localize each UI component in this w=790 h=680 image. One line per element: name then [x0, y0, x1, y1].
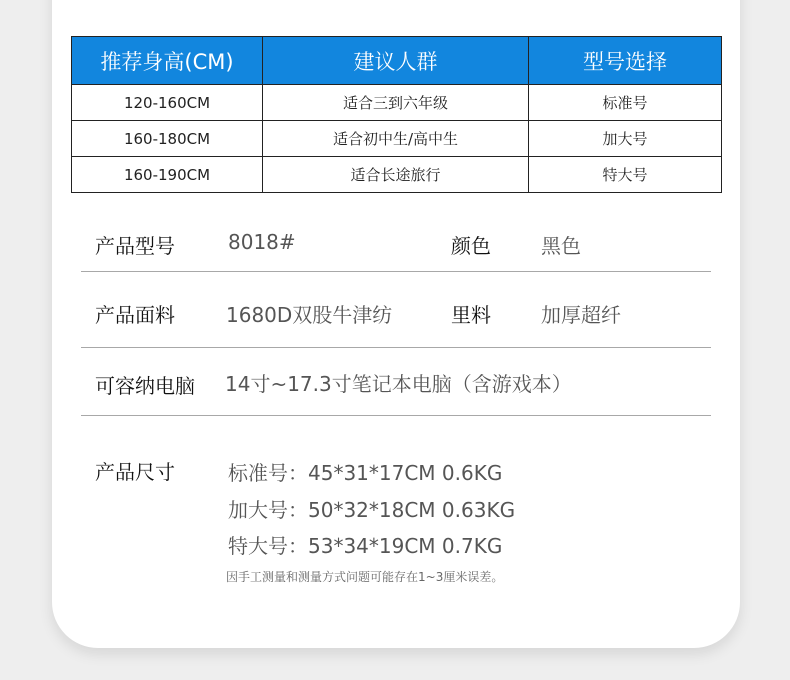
- header-group: 建议人群: [263, 37, 529, 85]
- fabric-value: 1680D双股牛津纺: [226, 303, 393, 327]
- model-value: 8018#: [228, 230, 296, 254]
- size-label: 产品尺寸: [95, 460, 175, 484]
- table-row: [72, 85, 722, 121]
- cell-group: 适合初中生/高中生: [263, 121, 529, 157]
- color-value: 黑色: [541, 234, 581, 258]
- spec-row-laptop: [81, 366, 711, 416]
- color-label: 颜色: [451, 234, 491, 258]
- cell-group: 适合三到六年级: [263, 85, 529, 121]
- header-model: 型号选择: [529, 37, 722, 85]
- cell-group: 适合长途旅行: [263, 157, 529, 193]
- cell-height: 120-160CM: [72, 85, 263, 121]
- size-table-header: [72, 37, 722, 85]
- cell-model: 特大号: [529, 157, 722, 193]
- table-row: [72, 121, 722, 157]
- cell-model: 标准号: [529, 85, 722, 121]
- cell-model: 加大号: [529, 121, 722, 157]
- model-label: 产品型号: [95, 234, 175, 258]
- table-row: [72, 157, 722, 193]
- size-extra-large: 特大号：53*34*19CM 0.7KG: [228, 534, 503, 558]
- cell-height: 160-190CM: [72, 157, 263, 193]
- lining-label: 里料: [451, 303, 491, 327]
- measurement-note: 因手工测量和测量方式问题可能存在1~3厘米误差。: [226, 570, 504, 584]
- size-standard: 标准号：45*31*17CM 0.6KG: [228, 461, 503, 485]
- fabric-label: 产品面料: [95, 303, 175, 327]
- laptop-value: 14寸~17.3寸笔记本电脑（含游戏本）: [225, 372, 572, 396]
- laptop-label: 可容纳电脑: [95, 374, 195, 398]
- cell-height: 160-180CM: [72, 121, 263, 157]
- header-height: 推荐身高(CM): [72, 37, 263, 85]
- size-table: [71, 36, 722, 193]
- spec-row-fabric: [81, 296, 711, 348]
- lining-value: 加厚超纤: [541, 303, 621, 327]
- size-large: 加大号：50*32*18CM 0.63KG: [228, 498, 516, 522]
- spec-row-model: [81, 228, 711, 272]
